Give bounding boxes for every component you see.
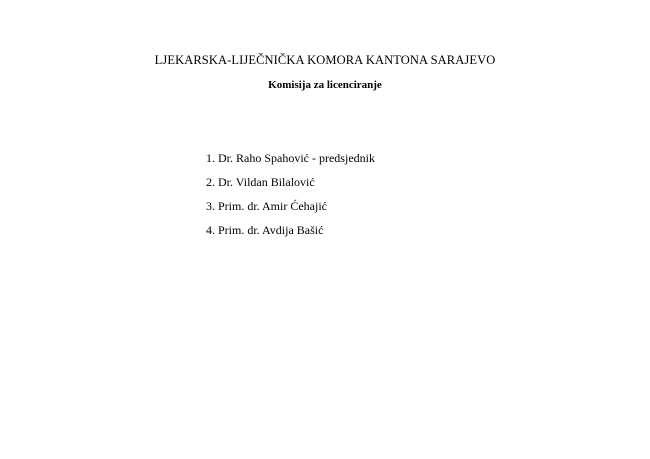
document-title: LJEKARSKA-LIJEČNIČKA KOMORA KANTONA SARAJEVO bbox=[154, 53, 496, 67]
list-item: 4. Prim. dr. Avdija Bašić bbox=[206, 223, 324, 237]
list-item: 2. Dr. Vildan Bilalović bbox=[206, 175, 315, 189]
document-subtitle: Komisija za licenciranje bbox=[268, 79, 382, 91]
list-item: 3. Prim. dr. Amir Ćehajić bbox=[206, 199, 327, 213]
list-item: 1. Dr. Raho Spahović - predsjednik bbox=[206, 151, 375, 165]
member-list bbox=[206, 146, 375, 242]
